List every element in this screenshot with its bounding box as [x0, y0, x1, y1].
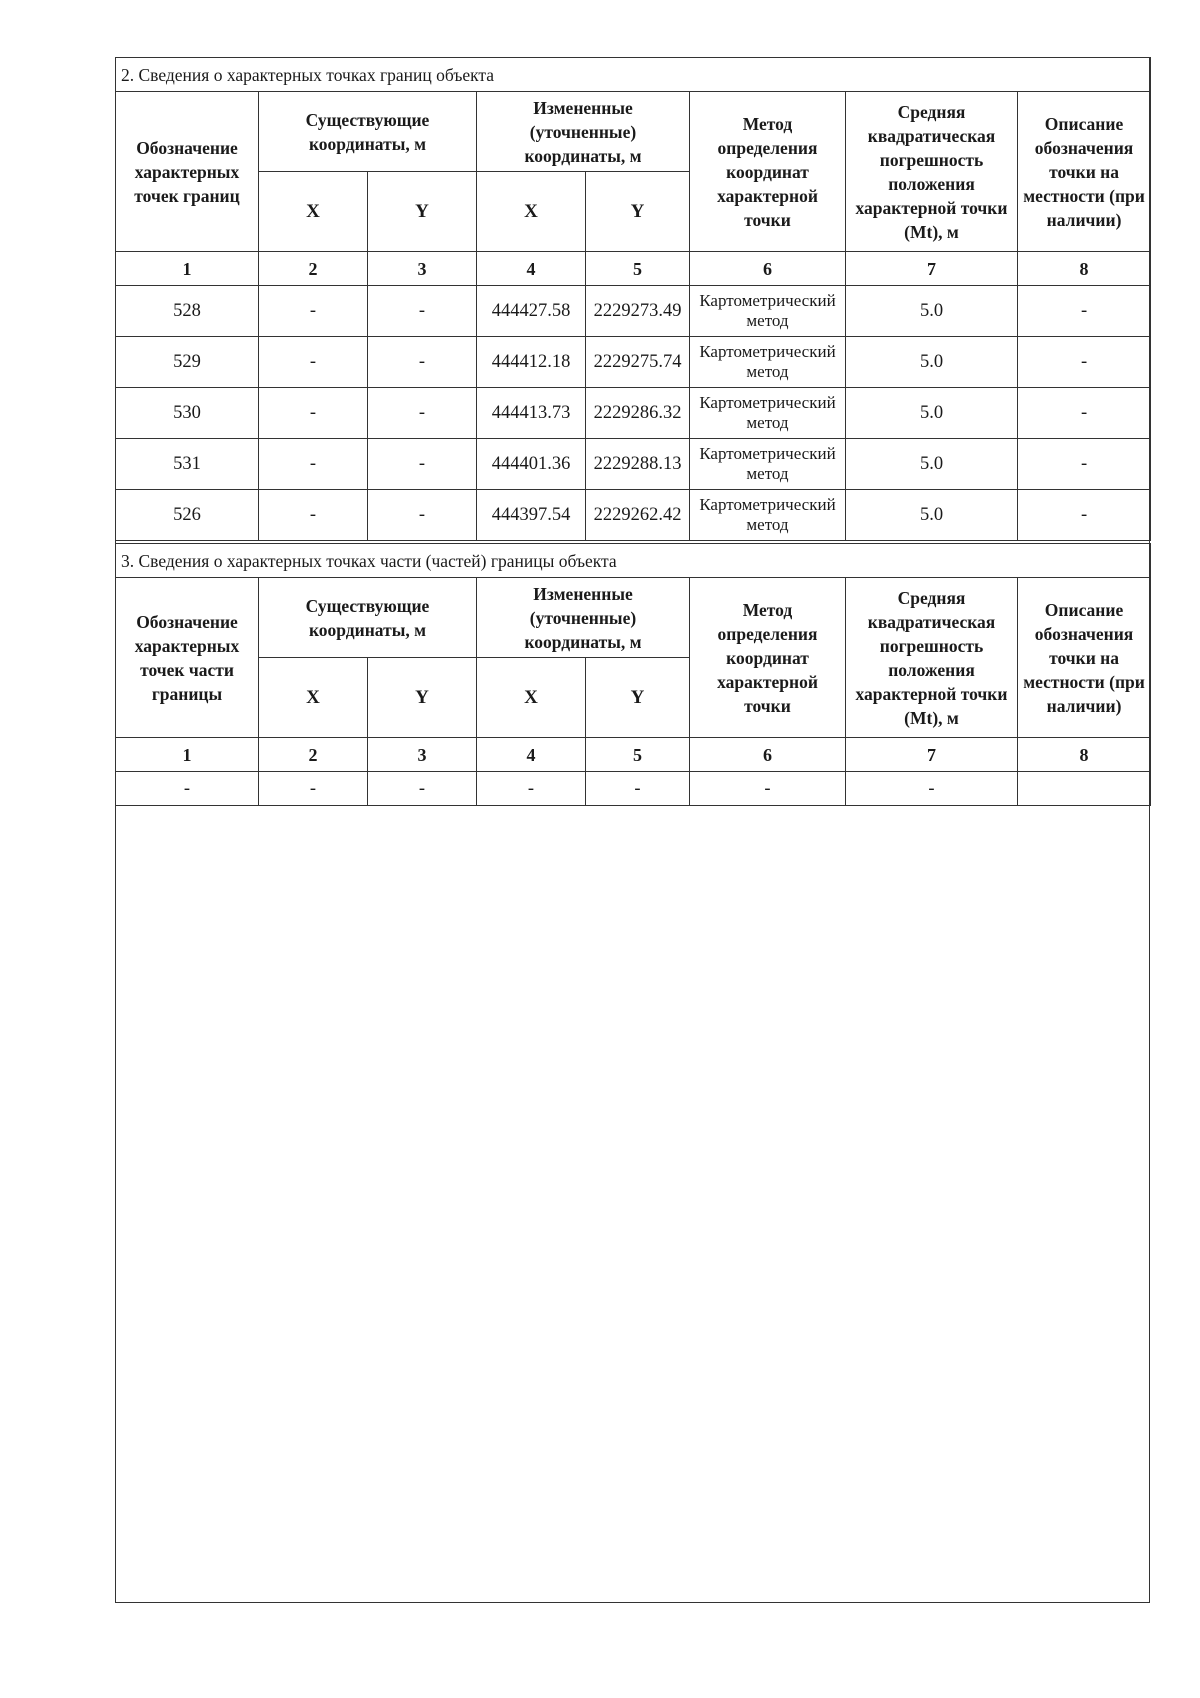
header-changed-y: Y: [586, 658, 690, 738]
method: Картометрический метод: [690, 286, 846, 337]
table-row: [116, 388, 1151, 439]
column-number: 4: [477, 252, 586, 286]
header-existing-x: X: [259, 172, 368, 252]
section-title-row: [116, 544, 1151, 578]
existing-y: -: [368, 490, 477, 541]
header-changed-x: X: [477, 172, 586, 252]
column-number-row: [116, 252, 1151, 286]
existing-y: -: [368, 286, 477, 337]
section-title: 2. Сведения о характерных точках границ объекта: [116, 58, 1151, 92]
header-designation: Обозначение характерных точек части границы: [116, 578, 259, 738]
error-mt: 5.0: [846, 490, 1018, 541]
point-id: -: [116, 772, 259, 806]
existing-x: -: [259, 388, 368, 439]
description: -: [1018, 439, 1151, 490]
existing-x: -: [259, 286, 368, 337]
existing-y: -: [368, 772, 477, 806]
header-row: [116, 578, 1151, 658]
existing-x: -: [259, 337, 368, 388]
table-row: [116, 286, 1151, 337]
header-existing-coords: Существующие координаты, м: [259, 578, 477, 658]
existing-y: -: [368, 388, 477, 439]
existing-y: -: [368, 337, 477, 388]
table-row: [116, 490, 1151, 541]
column-number: 3: [368, 252, 477, 286]
column-number: 4: [477, 738, 586, 772]
column-number: 1: [116, 738, 259, 772]
column-number: 6: [690, 738, 846, 772]
changed-x: -: [477, 772, 586, 806]
changed-x: 444401.36: [477, 439, 586, 490]
point-id: 528: [116, 286, 259, 337]
column-number: 2: [259, 738, 368, 772]
changed-y: -: [586, 772, 690, 806]
column-number-row: [116, 738, 1151, 772]
changed-x: 444412.18: [477, 337, 586, 388]
column-number: 2: [259, 252, 368, 286]
boundary-part-points-table: [115, 543, 1151, 806]
header-changed-x: X: [477, 658, 586, 738]
column-number: 3: [368, 738, 477, 772]
existing-x: -: [259, 439, 368, 490]
header-row: [116, 92, 1151, 172]
description: -: [1018, 337, 1151, 388]
method: Картометрический метод: [690, 490, 846, 541]
changed-x: 444397.54: [477, 490, 586, 541]
header-description: Описание обозначения точки на местности (при наличии): [1018, 92, 1151, 252]
section-title: 3. Сведения о характерных точках части (частей) границы объекта: [116, 544, 1151, 578]
changed-x: 444427.58: [477, 286, 586, 337]
header-changed-coords: Измененные (уточненные) координаты, м: [477, 92, 690, 172]
boundary-points-table: [115, 57, 1151, 541]
column-number: 5: [586, 738, 690, 772]
existing-x: -: [259, 772, 368, 806]
column-number: 7: [846, 738, 1018, 772]
header-existing-y: Y: [368, 172, 477, 252]
changed-y: 2229286.32: [586, 388, 690, 439]
header-changed-y: Y: [586, 172, 690, 252]
changed-y: 2229273.49: [586, 286, 690, 337]
method: Картометрический метод: [690, 439, 846, 490]
point-id: 531: [116, 439, 259, 490]
changed-y: 2229275.74: [586, 337, 690, 388]
column-number: 7: [846, 252, 1018, 286]
column-number: 8: [1018, 738, 1151, 772]
table-row: [116, 337, 1151, 388]
changed-y: 2229262.42: [586, 490, 690, 541]
point-id: 529: [116, 337, 259, 388]
header-changed-coords: Измененные (уточненные) координаты, м: [477, 578, 690, 658]
header-existing-x: X: [259, 658, 368, 738]
method: Картометрический метод: [690, 388, 846, 439]
existing-x: -: [259, 490, 368, 541]
method: -: [690, 772, 846, 806]
error-mt: 5.0: [846, 439, 1018, 490]
header-error: Средняя квадратическая погрешность положения характерной точки (Mt), м: [846, 92, 1018, 252]
header-description: Описание обозначения точки на местности (при наличии): [1018, 578, 1151, 738]
column-number: 5: [586, 252, 690, 286]
error-mt: -: [846, 772, 1018, 806]
column-number: 1: [116, 252, 259, 286]
column-number: 6: [690, 252, 846, 286]
description: -: [1018, 286, 1151, 337]
header-designation: Обозначение характерных точек границ: [116, 92, 259, 252]
error-mt: 5.0: [846, 337, 1018, 388]
existing-y: -: [368, 439, 477, 490]
header-existing-y: Y: [368, 658, 477, 738]
header-method: Метод определения координат характерной точки: [690, 578, 846, 738]
table-row: [116, 772, 1151, 806]
description: -: [1018, 490, 1151, 541]
column-number: 8: [1018, 252, 1151, 286]
description: [1018, 772, 1151, 806]
section-title-row: [116, 58, 1151, 92]
method: Картометрический метод: [690, 337, 846, 388]
description: -: [1018, 388, 1151, 439]
point-id: 530: [116, 388, 259, 439]
changed-y: 2229288.13: [586, 439, 690, 490]
changed-x: 444413.73: [477, 388, 586, 439]
error-mt: 5.0: [846, 286, 1018, 337]
header-method: Метод определения координат характерной точки: [690, 92, 846, 252]
point-id: 526: [116, 490, 259, 541]
header-error: Средняя квадратическая погрешность положения характерной точки (Mt), м: [846, 578, 1018, 738]
table-row: [116, 439, 1151, 490]
header-existing-coords: Существующие координаты, м: [259, 92, 477, 172]
error-mt: 5.0: [846, 388, 1018, 439]
